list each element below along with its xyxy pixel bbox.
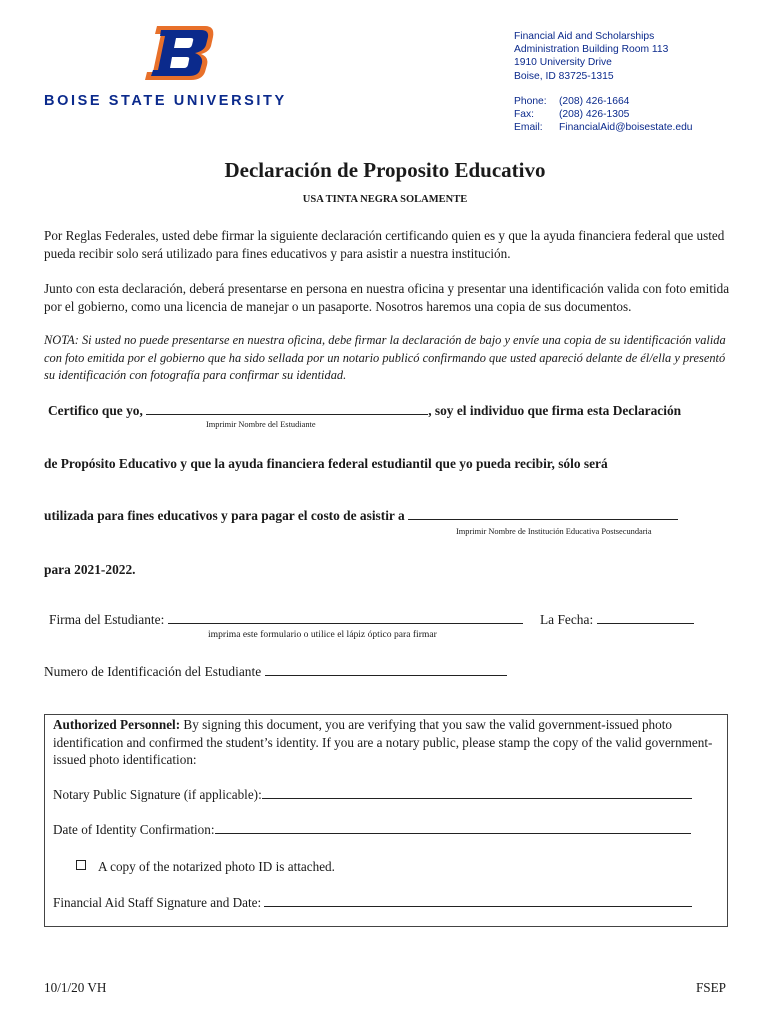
notary-label: Notary Public Signature (if applicable): (53, 787, 262, 802)
identity-date-line (53, 821, 721, 839)
staff-signature-field[interactable] (264, 906, 692, 907)
notarized-copy-row (76, 858, 744, 876)
student-signature-field[interactable] (168, 623, 523, 624)
authorized-paragraph (53, 716, 721, 769)
note-paragraph: NOTA: Si usted no puede presentarse en nuestra oficina, debe firmar la declaración de bajo y envíe una copia de su identificación valida con foto emitida por el gobierno que ha sido sellada por un notario publicó confirmando que usted apareció delante de él/ella y presentó su identificación con fotografía para confirmar su identidad. (44, 333, 726, 382)
date-line (540, 612, 694, 628)
footer-version: 10/1/20 VH (44, 980, 107, 995)
office-address (514, 30, 668, 83)
email-label: Email: (514, 122, 543, 134)
institution-name-field[interactable] (408, 519, 678, 520)
certify-line-3 (44, 508, 678, 524)
footer-form-code: FSEP (695, 980, 726, 995)
certify-text-end: , soy el individuo que firma esta Declaración (428, 403, 682, 418)
address-line: Financial Aid and Scholarships (514, 31, 655, 42)
authorized-heading: Authorized Personnel: (53, 717, 181, 732)
award-year: para 2021-2022. (44, 562, 136, 577)
notary-signature-field[interactable] (262, 798, 692, 799)
address-line: Administration Building Room 113 (514, 44, 669, 56)
phone-label: Phone: (514, 96, 547, 107)
staff-signature-label: Financial Aid Staff Signature and Date: (53, 895, 265, 910)
identity-date-field[interactable] (215, 833, 691, 834)
certify-line-1 (48, 403, 681, 419)
fax-number: (208) 426-1305 (559, 109, 630, 121)
student-id-line (44, 664, 507, 680)
identity-date-label: Date of Identity Confirmation: (53, 822, 215, 837)
student-id-label: Numero de Identificación del Estudiante (44, 664, 265, 679)
intro-paragraph: Por Reglas Federales, usted debe firmar la siguiente declaración certificando quien es y que la ayuda financiera federal que usted pueda recibir solo será utilizado para fines educativos y para asistir a nuestra institución. (44, 228, 725, 261)
institution-caption: Imprimir Nombre de Institución Educativa Postsecundaria (456, 527, 652, 536)
certify-line-2: de Propósito Educativo y que la ayuda financiera federal estudiantil que yo pueda recibir, sólo será (44, 456, 608, 471)
email-address[interactable]: FinancialAid@boisestate.edu (559, 122, 693, 134)
university-name: BOISE STATE UNIVERSITY (44, 93, 287, 109)
phone-number: (208) 426-1664 (559, 96, 630, 107)
staff-signature-line (53, 894, 721, 912)
address-line: 1910 University Drive (514, 57, 612, 69)
student-signature-line (49, 612, 523, 628)
notarized-copy-checkbox[interactable] (76, 860, 86, 870)
address-line: Boise, ID 83725-1315 (514, 70, 614, 82)
student-name-caption: Imprimir Nombre del Estudiante (206, 420, 316, 429)
student-id-field[interactable] (265, 675, 507, 676)
date-label: La Fecha: (540, 612, 597, 627)
contact-info (514, 95, 693, 135)
signature-caption: imprima este formulario o utilice el lápiz óptico para firmar (208, 629, 437, 640)
boise-state-logo-icon (143, 24, 215, 82)
page-title: Declaración de Proposito Educativo (224, 158, 546, 182)
date-field[interactable] (597, 623, 694, 624)
authorized-text: By signing this document, you are verifying that you saw the valid government-issued photo identification and confirmed the student’s identity. If you are a notary public, please stamp the copy of the valid government-issued photo identification: (53, 717, 713, 767)
notary-line (53, 786, 721, 804)
fax-label: Fax: (514, 109, 535, 121)
certify-text-start: Certifico que yo, (48, 403, 147, 418)
requirement-paragraph: Junto con esta declaración, deberá presentarse en persona en nuestra oficina y presentar una identificación valida con foto emitida por el gobierno, como una licencia de manejar o un pasaporte. Nosotros haremos una copia de sus documentos. (44, 281, 730, 314)
student-name-field[interactable] (146, 414, 428, 415)
student-signature-label: Firma del Estudiante: (49, 612, 168, 627)
certify-text-institution: utilizada para fines educativos y para pagar el costo de asistir a (44, 508, 409, 523)
ink-instruction: USA TINTA NEGRA SOLAMENTE (302, 194, 468, 205)
notarized-copy-label: A copy of the notarized photo ID is attached. (98, 859, 335, 874)
